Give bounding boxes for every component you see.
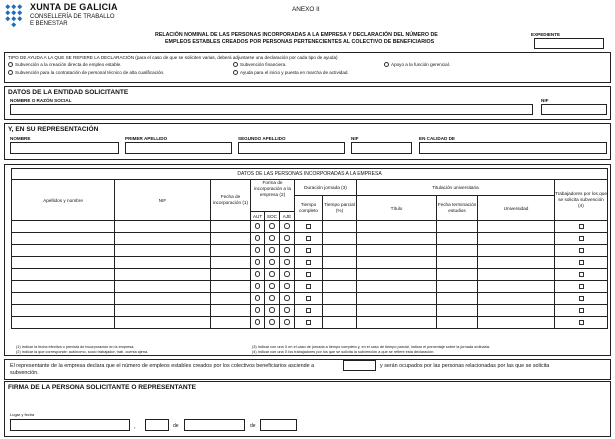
table-row	[12, 245, 608, 257]
rep-nif-label: NIF	[351, 136, 359, 141]
radio-icon[interactable]	[284, 271, 290, 277]
place-input[interactable]	[10, 419, 130, 431]
degree-cell[interactable]	[357, 269, 437, 281]
radio-icon[interactable]	[269, 271, 275, 277]
radio-icon[interactable]	[284, 247, 290, 253]
radio-icon[interactable]	[269, 259, 275, 265]
aje-radio[interactable]	[280, 233, 295, 245]
checkbox-icon[interactable]	[579, 308, 584, 313]
annex-label: ANEXO II	[292, 6, 320, 13]
degree-date-cell[interactable]	[437, 293, 478, 305]
university-cell[interactable]	[478, 281, 555, 293]
note-4: (4) Indicar con una X los trabajadores por los que se solicita la subvención a que se refiere esta declaración.	[252, 350, 435, 354]
nif-cell[interactable]	[115, 281, 211, 293]
checkbox-icon[interactable]	[306, 272, 311, 277]
dept-line-2: E BENESTAR	[30, 21, 68, 27]
aje-radio[interactable]	[280, 305, 295, 317]
full-time-check[interactable]	[295, 281, 323, 293]
checkbox-icon[interactable]	[579, 272, 584, 277]
full-time-check[interactable]	[295, 221, 323, 233]
university-cell[interactable]	[478, 305, 555, 317]
applicant-name-label: NOMBRE O RAZÓN SOCIAL	[10, 98, 72, 103]
title-line-2: EMPLEOS ESTABLES CREADOS POR PERSONAS PERTENECIENTES AL COLECTIVO DE BENEFICIARIOS	[165, 39, 435, 45]
col-date: Fecha de incorporación (1)	[211, 180, 251, 221]
col-degree-date: Fecha terminación estudios	[437, 196, 478, 221]
checkbox-icon[interactable]	[306, 284, 311, 289]
aid-option-5[interactable]: Ayuda para el inicio y puesta en marcha de actividad.	[233, 70, 349, 75]
col-aut: AUT	[251, 212, 265, 221]
soc-radio[interactable]	[265, 221, 280, 233]
workers-check[interactable]	[555, 257, 608, 269]
nif-cell[interactable]	[115, 221, 211, 233]
soc-radio[interactable]	[265, 245, 280, 257]
soc-radio[interactable]	[265, 305, 280, 317]
checkbox-icon[interactable]	[579, 296, 584, 301]
part-time-cell[interactable]	[323, 257, 357, 269]
de-label-2: de	[250, 423, 256, 429]
name-cell[interactable]	[12, 317, 115, 329]
applicant-nif-label: NIF	[541, 98, 549, 103]
table-row	[12, 293, 608, 305]
comma-sep: ,	[134, 424, 136, 430]
date-cell[interactable]	[211, 269, 251, 281]
radio-icon[interactable]	[269, 235, 275, 241]
radio-icon[interactable]	[255, 295, 261, 301]
radio-icon[interactable]	[269, 307, 275, 313]
radio-icon[interactable]	[269, 319, 275, 325]
col-university: Universidad	[478, 196, 555, 221]
rep-surname1-input[interactable]	[125, 142, 232, 154]
checkbox-icon[interactable]	[306, 320, 311, 325]
year-input[interactable]	[260, 419, 297, 431]
degree-date-cell[interactable]	[437, 233, 478, 245]
degree-date-cell[interactable]	[437, 317, 478, 329]
rep-surname2-input[interactable]	[238, 142, 345, 154]
aut-radio[interactable]	[251, 245, 265, 257]
workers-check[interactable]	[555, 269, 608, 281]
expediente-input[interactable]	[534, 38, 604, 49]
full-time-check[interactable]	[295, 293, 323, 305]
aut-radio[interactable]	[251, 257, 265, 269]
date-cell[interactable]	[211, 221, 251, 233]
aut-radio[interactable]	[251, 281, 265, 293]
note-2: (2) Indicar la que corresponde: autónomo, socio trabajador, trab. cuenta ajena.	[16, 350, 149, 354]
table-row	[12, 257, 608, 269]
applicant-nif-input[interactable]	[541, 104, 607, 115]
radio-icon[interactable]	[255, 259, 261, 265]
university-cell[interactable]	[478, 317, 555, 329]
aut-radio[interactable]	[251, 233, 265, 245]
rep-capacity-input[interactable]	[419, 142, 607, 154]
part-time-cell[interactable]	[323, 221, 357, 233]
nif-cell[interactable]	[115, 317, 211, 329]
university-cell[interactable]	[478, 257, 555, 269]
full-time-check[interactable]	[295, 233, 323, 245]
table-row	[12, 221, 608, 233]
part-time-cell[interactable]	[323, 233, 357, 245]
rep-surname2-label: SEGUNDO APELLIDO	[238, 136, 286, 141]
checkbox-icon[interactable]	[579, 284, 584, 289]
radio-icon[interactable]	[284, 259, 290, 265]
col-duration: Duración jornada (3)	[295, 180, 357, 196]
table-row	[12, 281, 608, 293]
date-cell[interactable]	[211, 233, 251, 245]
checkbox-icon[interactable]	[579, 224, 584, 229]
table-row	[12, 269, 608, 281]
col-nif: NIF	[115, 180, 211, 221]
nif-cell[interactable]	[115, 269, 211, 281]
full-time-check[interactable]	[295, 257, 323, 269]
aje-radio[interactable]	[280, 257, 295, 269]
declaration-text-before: El representante de la empresa declara que el número de empleos estables creados por los colectivos beneficiarios asciende a	[10, 363, 315, 369]
date-cell[interactable]	[211, 257, 251, 269]
rep-capacity-label: EN CALIDAD DE	[419, 136, 455, 141]
aid-option-3[interactable]: Apoyo a la función gerencial.	[384, 62, 450, 67]
aje-radio[interactable]	[280, 293, 295, 305]
workers-check[interactable]	[555, 305, 608, 317]
name-cell[interactable]	[12, 281, 115, 293]
radio-icon[interactable]	[255, 271, 261, 277]
checkbox-icon[interactable]	[306, 296, 311, 301]
degree-cell[interactable]	[357, 245, 437, 257]
aut-radio[interactable]	[251, 305, 265, 317]
workers-check[interactable]	[555, 233, 608, 245]
soc-radio[interactable]	[265, 257, 280, 269]
table-row	[12, 233, 608, 245]
radio-icon[interactable]	[384, 62, 389, 67]
part-time-cell[interactable]	[323, 293, 357, 305]
university-cell[interactable]	[478, 293, 555, 305]
degree-date-cell[interactable]	[437, 305, 478, 317]
coat-of-arms-icon	[4, 3, 24, 29]
aje-radio[interactable]	[280, 281, 295, 293]
part-time-cell[interactable]	[323, 269, 357, 281]
degree-cell[interactable]	[357, 293, 437, 305]
rep-nif-input[interactable]	[351, 142, 412, 154]
name-cell[interactable]	[12, 257, 115, 269]
radio-icon[interactable]	[284, 319, 290, 325]
checkbox-icon[interactable]	[579, 236, 584, 241]
applicant-title: DATOS DE LA ENTIDAD SOLICITANTE	[8, 89, 129, 96]
checkbox-icon[interactable]	[306, 224, 311, 229]
date-cell[interactable]	[211, 317, 251, 329]
aid-option-2[interactable]: Subvención financiera.	[233, 62, 286, 67]
col-degree: Titulación universitaria	[357, 180, 555, 196]
col-aje: AJE	[280, 212, 295, 221]
aut-radio[interactable]	[251, 293, 265, 305]
people-table	[11, 168, 608, 329]
radio-icon[interactable]	[269, 295, 275, 301]
degree-cell[interactable]	[357, 233, 437, 245]
soc-radio[interactable]	[265, 317, 280, 329]
aut-radio[interactable]	[251, 317, 265, 329]
name-cell[interactable]	[12, 233, 115, 245]
soc-radio[interactable]	[265, 293, 280, 305]
degree-date-cell[interactable]	[437, 221, 478, 233]
radio-icon[interactable]	[284, 283, 290, 289]
radio-icon[interactable]	[269, 283, 275, 289]
date-cell[interactable]	[211, 245, 251, 257]
radio-icon[interactable]	[233, 70, 238, 75]
table-row	[12, 305, 608, 317]
note-1: (1) Indicar la fecha efectiva o prevista de incorporación en la empresa.	[16, 345, 135, 349]
radio-icon[interactable]	[269, 223, 275, 229]
aje-radio[interactable]	[280, 221, 295, 233]
checkbox-icon[interactable]	[306, 308, 311, 313]
col-soc: SOC	[265, 212, 280, 221]
radio-icon[interactable]	[255, 283, 261, 289]
part-time-cell[interactable]	[323, 281, 357, 293]
workers-check[interactable]	[555, 245, 608, 257]
name-cell[interactable]	[12, 221, 115, 233]
aid-option-1[interactable]: Subvención a la creación directa de empleo estable.	[8, 62, 122, 67]
university-cell[interactable]	[478, 233, 555, 245]
degree-cell[interactable]	[357, 221, 437, 233]
signature-title: FIRMA DE LA PERSONA SOLICITANTE O REPRESENTANTE	[8, 384, 197, 391]
workers-check[interactable]	[555, 281, 608, 293]
note-3: (3) Indicar con una X en el caso de jornada a tiempo completo y, en el caso de tiempo parcial, indicar el porcentaje sobre la jornada ordinaria.	[252, 345, 491, 349]
checkbox-icon[interactable]	[579, 260, 584, 265]
degree-date-cell[interactable]	[437, 269, 478, 281]
degree-cell[interactable]	[357, 305, 437, 317]
university-cell[interactable]	[478, 245, 555, 257]
radio-icon[interactable]	[284, 307, 290, 313]
university-cell[interactable]	[478, 221, 555, 233]
rep-name-input[interactable]	[10, 142, 119, 154]
checkbox-icon[interactable]	[306, 236, 311, 241]
declaration-text-line2: subvención.	[10, 370, 39, 376]
name-cell[interactable]	[12, 305, 115, 317]
col-names: Apellidos y nombre	[12, 180, 115, 221]
people-rows	[12, 221, 608, 329]
day-input[interactable]	[145, 419, 169, 431]
radio-icon[interactable]	[284, 235, 290, 241]
aut-radio[interactable]	[251, 221, 265, 233]
nif-cell[interactable]	[115, 305, 211, 317]
date-cell[interactable]	[211, 281, 251, 293]
name-cell[interactable]	[12, 245, 115, 257]
soc-radio[interactable]	[265, 269, 280, 281]
radio-icon[interactable]	[269, 247, 275, 253]
nif-cell[interactable]	[115, 245, 211, 257]
degree-cell[interactable]	[357, 281, 437, 293]
part-time-cell[interactable]	[323, 245, 357, 257]
name-cell[interactable]	[12, 269, 115, 281]
col-form: Forma de incorporación a la empresa (2)	[251, 180, 295, 212]
aid-type-label: TIPO DE AYUDA A LA QUE SE REFIERE LA DECLARACIÓN (para el caso de que se soliciten varias, deberá adjuntarse una declaración por cada tipo de ayuda)	[8, 55, 338, 60]
radio-icon[interactable]	[255, 319, 261, 325]
degree-date-cell[interactable]	[437, 257, 478, 269]
checkbox-icon[interactable]	[579, 320, 584, 325]
checkbox-icon[interactable]	[306, 248, 311, 253]
table-row	[12, 317, 608, 329]
date-cell[interactable]	[211, 293, 251, 305]
nif-cell[interactable]	[115, 233, 211, 245]
col-full-time: Tiempo completo	[295, 196, 323, 221]
org-name: XUNTA DE GALICIA	[30, 2, 118, 12]
col-degree-title: Título	[357, 196, 437, 221]
checkbox-icon[interactable]	[579, 248, 584, 253]
part-time-cell[interactable]	[323, 317, 357, 329]
radio-icon[interactable]	[255, 247, 261, 253]
aut-radio[interactable]	[251, 269, 265, 281]
workers-check[interactable]	[555, 293, 608, 305]
dept-line-1: CONSELLERÍA DE TRABALLO	[30, 14, 115, 20]
month-input[interactable]	[184, 419, 245, 431]
radio-icon[interactable]	[255, 307, 261, 313]
title-line-1: RELACIÓN NOMINAL DE LAS PERSONAS INCORPORADAS A LA EMPRESA Y DECLARACIÓN DEL NÚMERO DE	[155, 32, 438, 38]
col-workers: Trabajadores por los que se solicita subvención (4)	[555, 180, 608, 221]
radio-icon[interactable]	[284, 223, 290, 229]
radio-icon[interactable]	[8, 62, 13, 67]
aid-option-4[interactable]: Subvención para la contratación de personal técnico de alta cualificación.	[8, 70, 164, 75]
full-time-check[interactable]	[295, 269, 323, 281]
place-date-label: Lugar y fecha	[10, 412, 35, 417]
radio-icon[interactable]	[255, 235, 261, 241]
aje-radio[interactable]	[280, 317, 295, 329]
full-time-check[interactable]	[295, 317, 323, 329]
degree-cell[interactable]	[357, 257, 437, 269]
xunta-logo	[4, 3, 24, 29]
rep-name-label: NOMBRE	[10, 136, 31, 141]
soc-radio[interactable]	[265, 233, 280, 245]
expediente-label: EXPEDIENTE	[531, 32, 561, 37]
full-time-check[interactable]	[295, 245, 323, 257]
workers-check[interactable]	[555, 221, 608, 233]
col-part-time: Tiempo parcial (%)	[323, 196, 357, 221]
degree-cell[interactable]	[357, 317, 437, 329]
radio-icon[interactable]	[8, 70, 13, 75]
aje-radio[interactable]	[280, 269, 295, 281]
university-cell[interactable]	[478, 269, 555, 281]
declaration-text-after: y serán ocupados por las personas relacionadas por las que se solicita	[380, 363, 550, 369]
jobs-count-input[interactable]	[343, 360, 376, 371]
degree-date-cell[interactable]	[437, 281, 478, 293]
name-cell[interactable]	[12, 293, 115, 305]
date-cell[interactable]	[211, 305, 251, 317]
checkbox-icon[interactable]	[306, 260, 311, 265]
full-time-check[interactable]	[295, 305, 323, 317]
representative-title: Y, EN SU REPRESENTACIÓN	[8, 126, 99, 133]
part-time-cell[interactable]	[323, 305, 357, 317]
soc-radio[interactable]	[265, 281, 280, 293]
radio-icon[interactable]	[284, 295, 290, 301]
aje-radio[interactable]	[280, 245, 295, 257]
workers-check[interactable]	[555, 317, 608, 329]
nif-cell[interactable]	[115, 293, 211, 305]
degree-date-cell[interactable]	[437, 245, 478, 257]
applicant-name-input[interactable]	[10, 104, 533, 115]
people-table-title: DATOS DE LAS PERSONAS INCORPORADAS A LA EMPRESA	[12, 169, 608, 180]
de-label-1: de	[173, 423, 179, 429]
radio-icon[interactable]	[233, 62, 238, 67]
nif-cell[interactable]	[115, 257, 211, 269]
radio-icon[interactable]	[255, 223, 261, 229]
rep-surname1-label: PRIMER APELLIDO	[125, 136, 168, 141]
